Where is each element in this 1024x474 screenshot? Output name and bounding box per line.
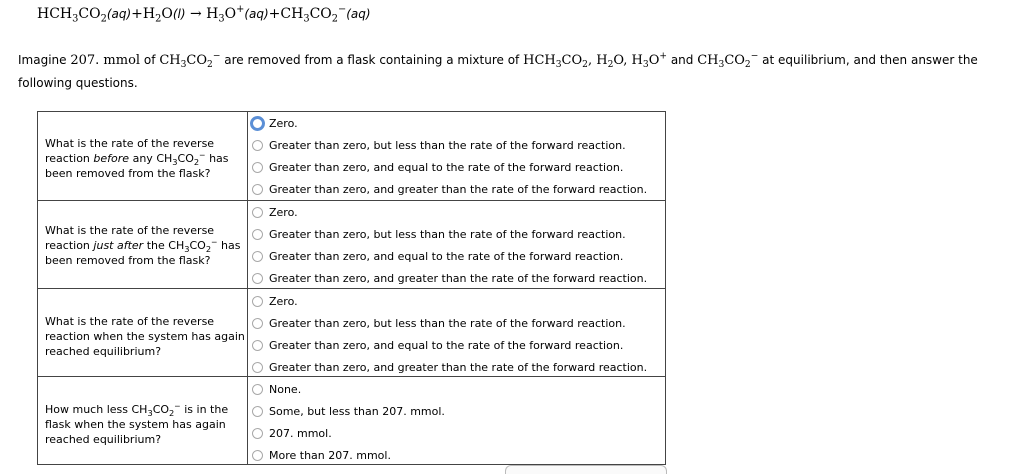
reaction-equation: $HCH_3CO_2(aq)+H_2O(l) \to H_3O^+(aq)+CH_3CO_2^-(aq)$ [37,4,371,25]
radio-button[interactable] [252,162,263,173]
q3-option-zero[interactable]: Zero. [252,291,662,311]
q1-option-less[interactable]: Greater than zero, but less than the rate of the forward reaction. [252,135,662,155]
column-divider [247,377,248,465]
radio-button[interactable] [252,384,263,395]
radio-button[interactable] [252,406,263,417]
radio-button[interactable] [252,273,263,284]
radio-button[interactable] [252,340,263,351]
q2-option-equal[interactable]: Greater than zero, and equal to the rate of the forward reaction. [252,246,662,266]
question-block-3 [38,288,665,377]
q3-option-equal[interactable]: Greater than zero, and equal to the rate of the forward reaction. [252,335,662,355]
radio-button[interactable] [252,207,263,218]
radio-button[interactable] [252,140,263,151]
q2-option-less[interactable]: Greater than zero, but less than the rate of the forward reaction. [252,224,662,244]
radio-button[interactable] [252,318,263,329]
reaction-arrow: → [189,6,202,22]
radio-button[interactable] [252,362,263,373]
column-divider [247,201,248,289]
column-divider [247,289,248,377]
q4-option-some[interactable]: Some, but less than 207. mmol. [252,401,662,421]
radio-button[interactable] [252,229,263,240]
question-1-text: What is the rate of the reverse reaction before any $CH_3CO_2^-$ has been removed from the flask? [45,137,229,180]
radio-button[interactable] [252,184,263,195]
radio-button[interactable] [250,116,265,131]
q4-option-none[interactable]: None. [252,379,662,399]
question-3-text: What is the rate of the reverse reaction when the system has again reached equilibrium? [45,315,245,358]
column-divider [247,112,248,200]
q3-option-greater[interactable]: Greater than zero, and greater than the rate of the forward reaction. [252,357,662,377]
question-block-2 [38,200,665,289]
q4-option-more[interactable]: More than 207. mmol. [252,445,662,465]
question-4-text: How much less $CH_3CO_2^-$ is in the flask when the system has again reached equilibrium? [45,401,229,446]
question-block-4 [38,376,665,465]
q1-option-zero[interactable]: Zero. [252,113,662,133]
q1-option-equal[interactable]: Greater than zero, and equal to the rate of the forward reaction. [252,157,662,177]
q3-option-less[interactable]: Greater than zero, but less than the rate of the forward reaction. [252,313,662,333]
q1-option-greater[interactable]: Greater than zero, and greater than the rate of the forward reaction. [252,179,662,199]
intro-text: Imagine 207. mmol of $CH_3CO_2^-$ are removed from a flask containing a mixture of $HCH_3CO_2$, $H_2O$, $H_3O^+$ and $CH_3CO_2^-$ at equilibrium, and then answer the following questions. [18,51,978,90]
question-2-text: What is the rate of the reverse reaction just after the $CH_3CO_2^-$ has been removed from the flask? [45,224,241,267]
q4-option-exact[interactable]: 207. mmol. [252,423,662,443]
question-table [37,111,666,465]
q2-option-zero[interactable]: Zero. [252,202,662,222]
question-block-1 [38,112,665,200]
radio-button[interactable] [252,251,263,262]
q2-option-greater[interactable]: Greater than zero, and greater than the rate of the forward reaction. [252,268,662,288]
radio-button[interactable] [252,428,263,439]
radio-button[interactable] [252,450,263,461]
radio-button[interactable] [252,296,263,307]
